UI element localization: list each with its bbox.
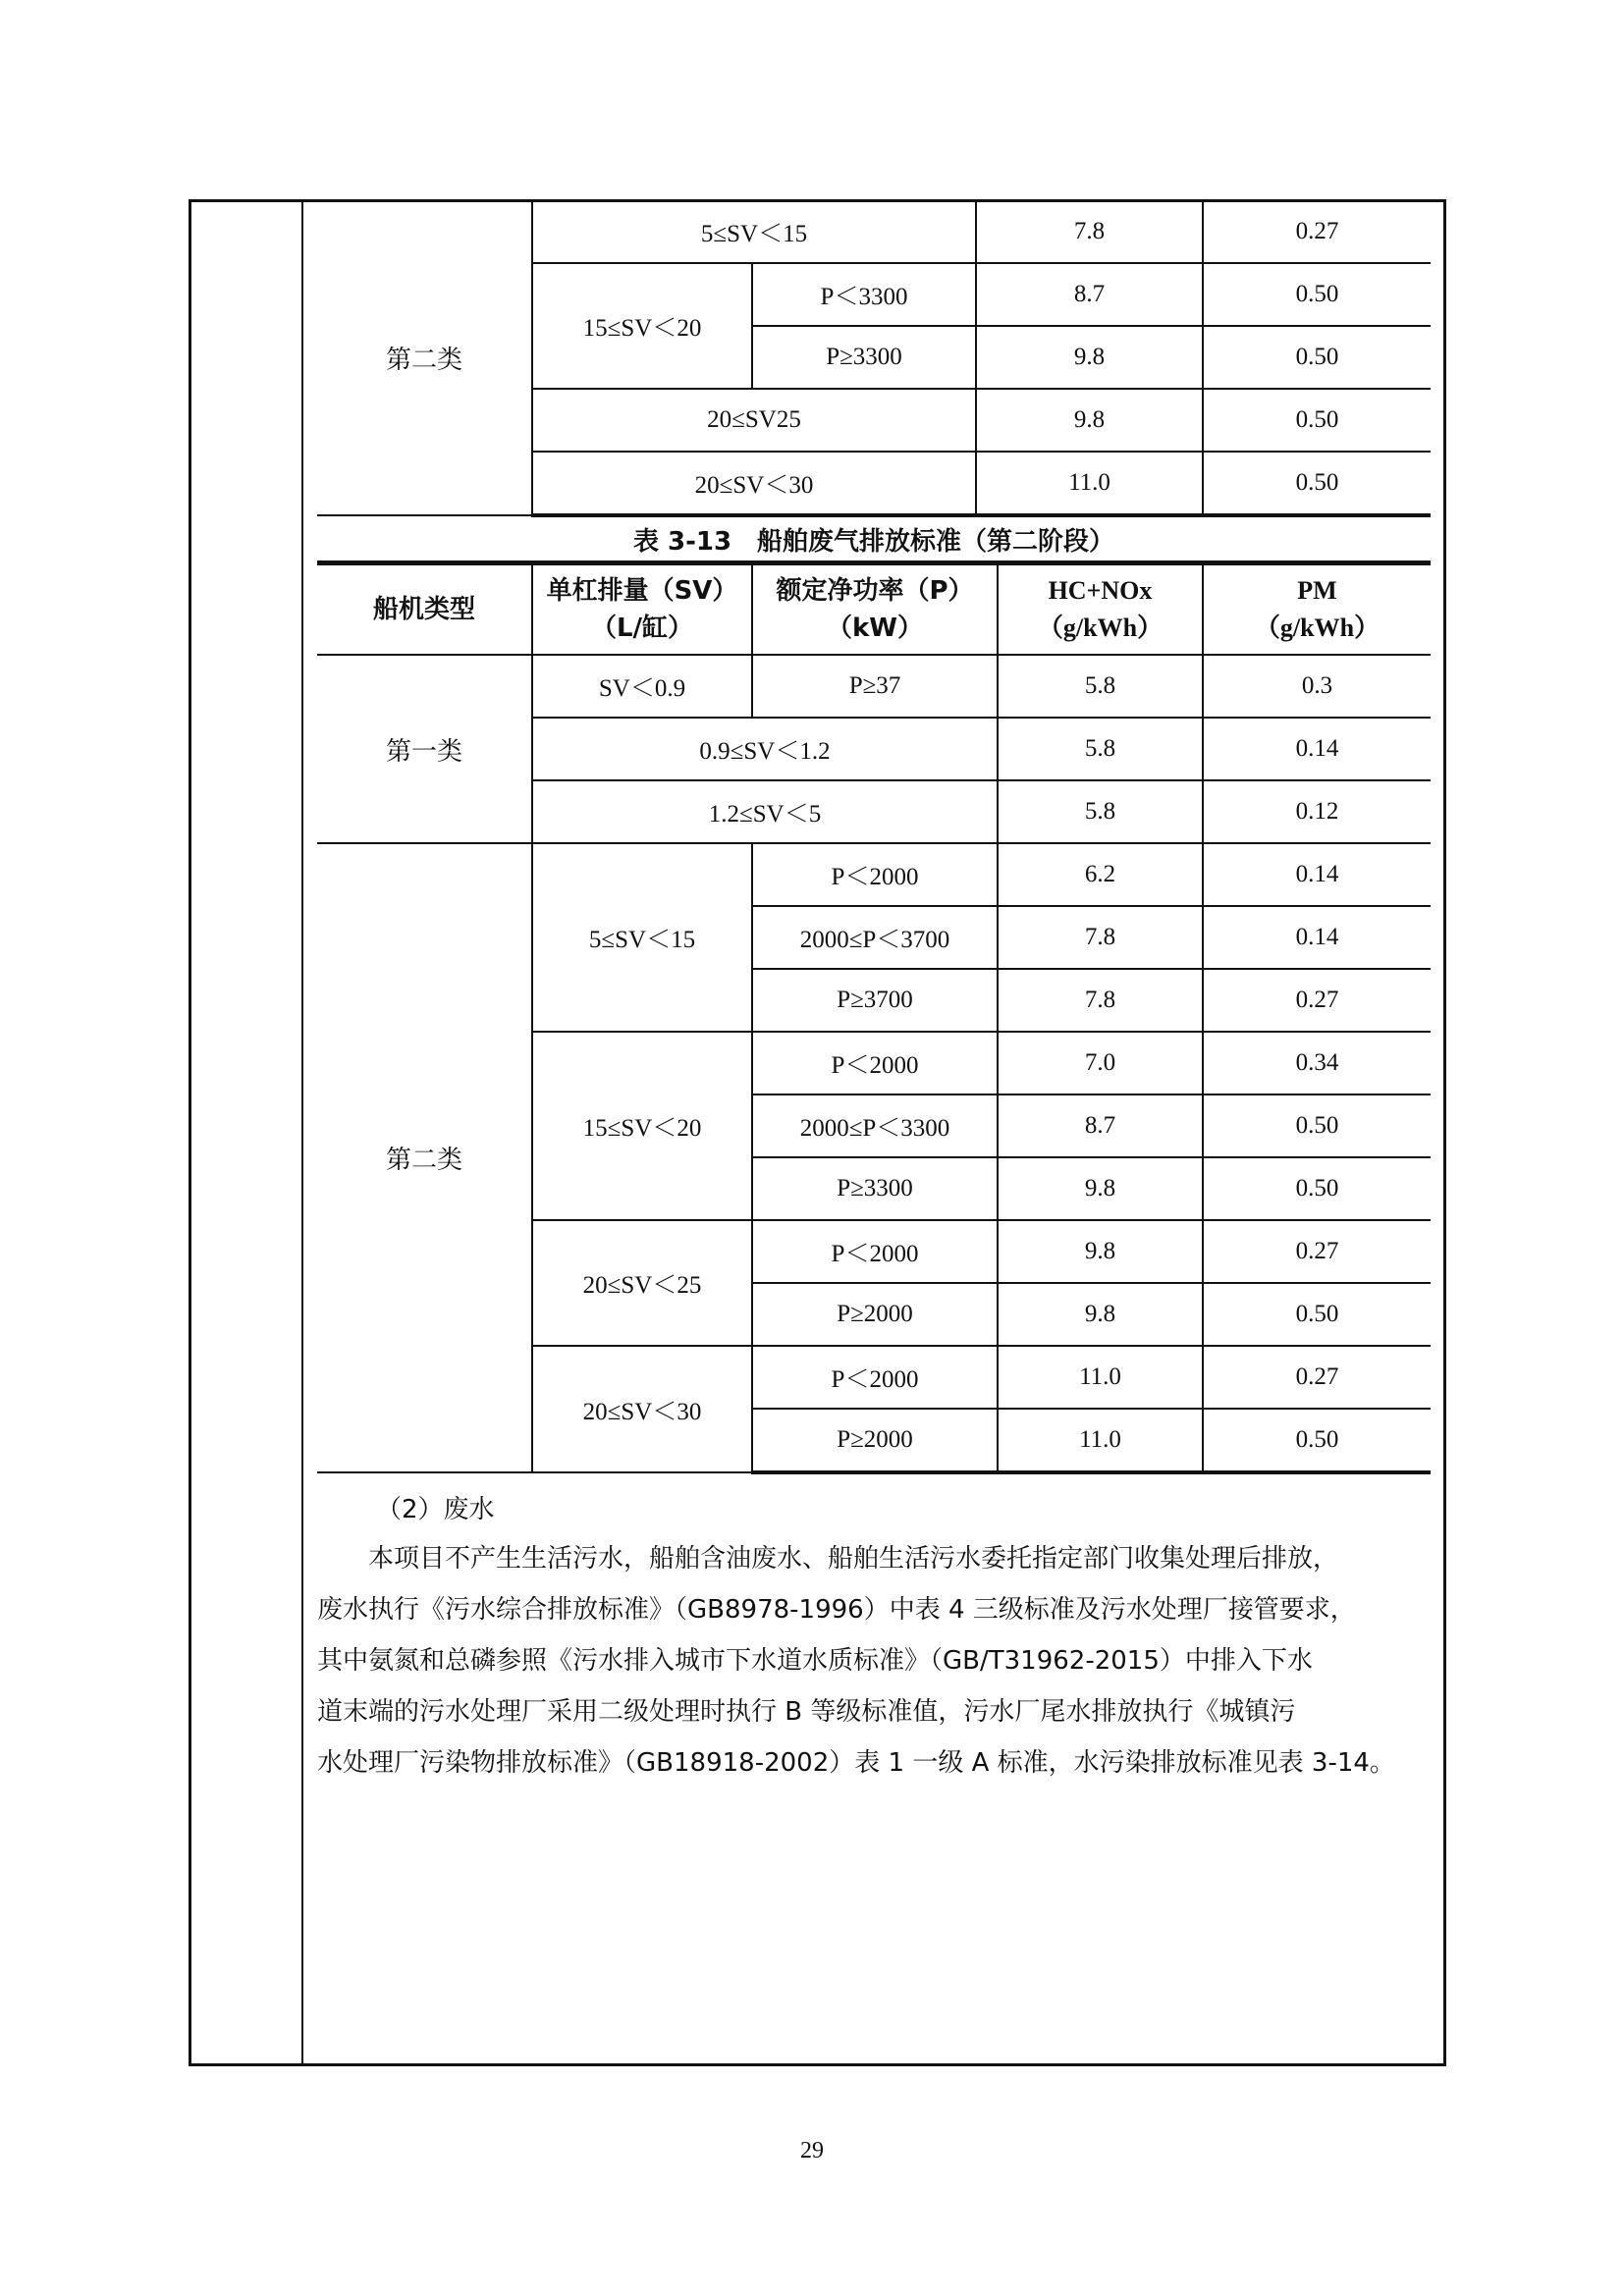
sv-cell: 5≤SV＜15 [532, 843, 752, 1032]
hc-cell: 5.8 [998, 780, 1203, 843]
header-type: 船机类型 [317, 564, 532, 655]
body-line: 其中氨氮和总磷参照《污水排入城市下水道水质标准》（GB/T31962-2015）中排入下水 [317, 1646, 1313, 1676]
pm-cell: 0.50 [1203, 326, 1431, 389]
hc-cell: 11.0 [998, 1346, 1203, 1409]
hc-cell: 5.8 [998, 655, 1203, 718]
sv-cell: 15≤SV＜20 [532, 1032, 752, 1220]
pm-cell: 0.50 [1203, 389, 1431, 452]
sv-cell: 20≤SV＜25 [532, 1220, 752, 1346]
hc-cell: 9.8 [998, 1157, 1203, 1220]
p-cell: 2000≤P＜3700 [752, 906, 998, 969]
p-cell: P≥37 [752, 655, 998, 718]
sv-cell: 15≤SV＜20 [532, 263, 752, 389]
pm-cell: 0.50 [1203, 1095, 1431, 1157]
hc-cell: 9.8 [976, 389, 1203, 452]
body-line: 废水执行《污水综合排放标准》（GB8978-1996）中表 4 三级标准及污水处理厂接管要求， [317, 1595, 1356, 1625]
hc-cell: 9.8 [998, 1283, 1203, 1346]
pm-cell: 0.50 [1203, 1283, 1431, 1346]
header-hc: HC+NOx （g/kWh） [998, 564, 1203, 655]
p-cell: P≥2000 [752, 1283, 998, 1346]
p-cell: P≥3300 [752, 1157, 998, 1220]
section-heading: （2）废水 [376, 1495, 495, 1524]
p-cell: P＜3300 [752, 263, 976, 326]
header-sv: 单杠排量（SV） （L/缸） [532, 564, 752, 655]
class-label: 第二类 [317, 843, 532, 1472]
pm-cell: 0.27 [1203, 969, 1431, 1032]
class-label: 第一类 [317, 655, 532, 843]
hc-cell: 9.8 [976, 326, 1203, 389]
sv-cell: 0.9≤SV＜1.2 [532, 718, 998, 780]
p-cell: P≥2000 [752, 1409, 998, 1472]
header-pm: PM （g/kWh） [1203, 564, 1431, 655]
body-line: 道末端的污水处理厂采用二级处理时执行 B 等级标准值，污水厂尾水排放执行《城镇污 [317, 1697, 1296, 1727]
hc-cell: 11.0 [976, 452, 1203, 515]
pm-cell: 0.27 [1203, 1346, 1431, 1409]
pm-cell: 0.27 [1203, 1220, 1431, 1283]
left-column-divider [301, 199, 303, 2066]
header-p: 额定净功率（P） （kW） [752, 564, 998, 655]
body-line: 水处理厂污染物排放标准》（GB18918-2002）表 1 一级 A 标准，水污染排放标准见表 3-14。 [317, 1748, 1395, 1778]
hc-cell: 5.8 [998, 718, 1203, 780]
hc-cell: 8.7 [998, 1095, 1203, 1157]
pm-cell: 0.50 [1203, 452, 1431, 515]
hc-cell: 7.0 [998, 1032, 1203, 1095]
emission-table-continued [317, 201, 1431, 517]
sv-cell: SV＜0.9 [532, 655, 752, 718]
p-cell: P＜2000 [752, 1346, 998, 1409]
pm-cell: 0.14 [1203, 718, 1431, 780]
pm-cell: 0.12 [1203, 780, 1431, 843]
p-cell: P＜2000 [752, 1220, 998, 1283]
body-line: 本项目不产生生活污水，船舶含油废水、船舶生活污水委托指定部门收集处理后排放， [317, 1544, 1339, 1574]
hc-cell: 9.8 [998, 1220, 1203, 1283]
sv-cell: 20≤SV＜30 [532, 452, 976, 515]
pm-cell: 0.3 [1203, 655, 1431, 718]
pm-cell: 0.27 [1203, 201, 1431, 263]
p-cell: 2000≤P＜3300 [752, 1095, 998, 1157]
page-number: 29 [800, 2138, 824, 2163]
pm-cell: 0.50 [1203, 263, 1431, 326]
hc-cell: 7.8 [998, 906, 1203, 969]
pm-cell: 0.50 [1203, 1409, 1431, 1472]
sv-cell: 5≤SV＜15 [532, 201, 976, 263]
table-caption: 表 3-13 船舶废气排放标准（第二阶段） [317, 523, 1431, 563]
emission-table-stage2 [317, 563, 1431, 1474]
sv-cell: 20≤SV＜30 [532, 1346, 752, 1472]
sv-cell: 1.2≤SV＜5 [532, 780, 998, 843]
p-cell: P＜2000 [752, 843, 998, 906]
p-cell: P≥3300 [752, 326, 976, 389]
sv-cell: 20≤SV25 [532, 389, 976, 452]
hc-cell: 6.2 [998, 843, 1203, 906]
class-label: 第二类 [317, 201, 532, 515]
pm-cell: 0.14 [1203, 906, 1431, 969]
hc-cell: 11.0 [998, 1409, 1203, 1472]
p-cell: P≥3700 [752, 969, 998, 1032]
pm-cell: 0.14 [1203, 843, 1431, 906]
pm-cell: 0.34 [1203, 1032, 1431, 1095]
body-paragraph [317, 1533, 1431, 1789]
hc-cell: 7.8 [976, 201, 1203, 263]
hc-cell: 8.7 [976, 263, 1203, 326]
p-cell: P＜2000 [752, 1032, 998, 1095]
pm-cell: 0.50 [1203, 1157, 1431, 1220]
hc-cell: 7.8 [998, 969, 1203, 1032]
